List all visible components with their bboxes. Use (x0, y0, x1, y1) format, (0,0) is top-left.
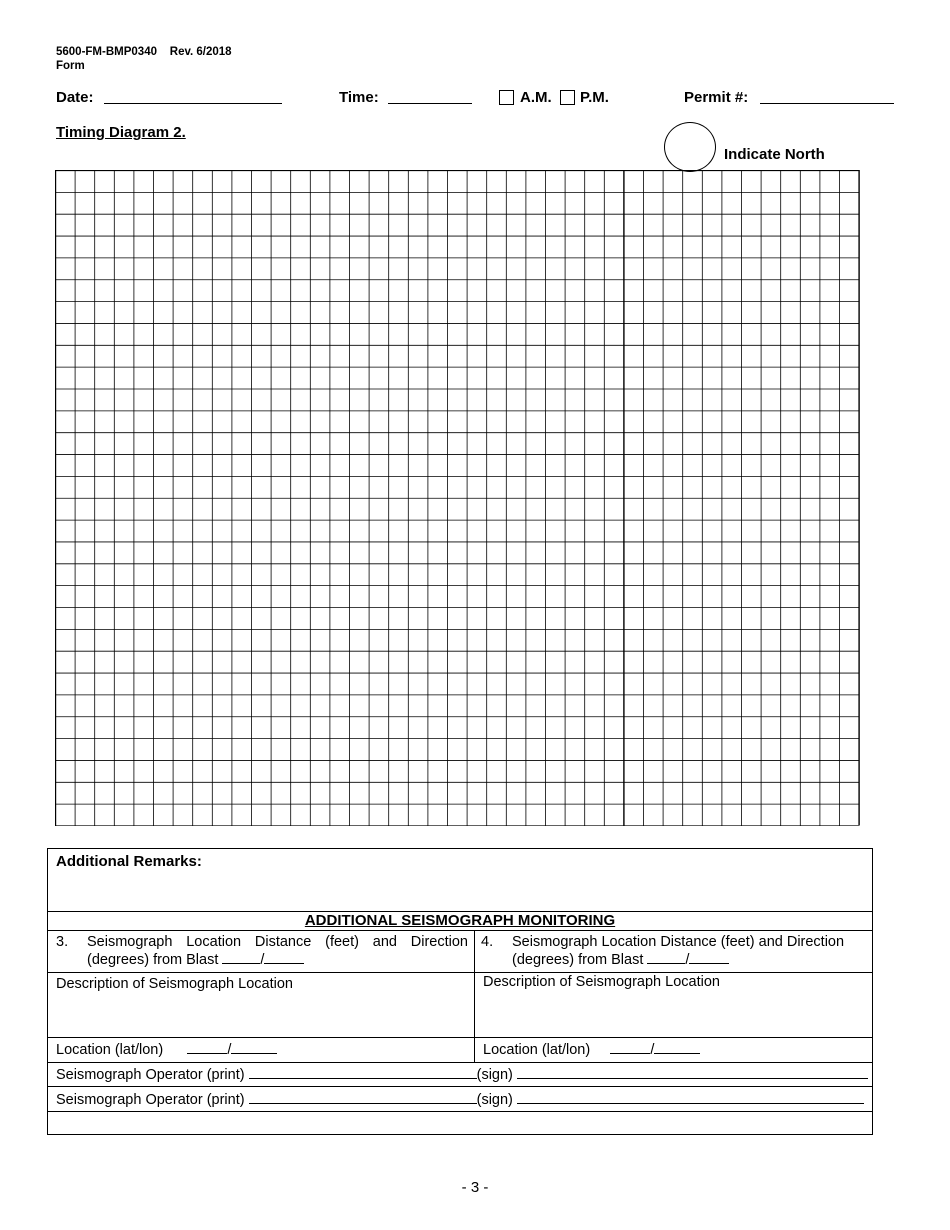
sign-label-1: (sign) (476, 1067, 513, 1083)
remarks-label: Additional Remarks: (56, 853, 202, 870)
item3-text-line1: Seismograph Location Distance (feet) and Direction (87, 934, 468, 950)
location-slash-right: / (650, 1042, 655, 1058)
remarks-seismograph-table (47, 848, 873, 1135)
north-label: Indicate North (724, 146, 825, 163)
item4-cell (481, 933, 869, 969)
item3-number: 3. (56, 934, 69, 950)
item3-slash: / (260, 952, 265, 968)
operator-row-1 (56, 1066, 868, 1084)
operator-print-field-2[interactable] (249, 1091, 477, 1104)
sign-label-2: (sign) (476, 1092, 513, 1108)
item4-slash: / (685, 952, 690, 968)
description-label-right: Description of Seismograph Location (483, 974, 720, 990)
item3-direction-field[interactable] (264, 951, 304, 964)
pm-checkbox[interactable] (560, 90, 575, 105)
location-lat-right[interactable] (610, 1041, 650, 1054)
description-label-left: Description of Seismograph Location (56, 976, 293, 992)
location-lon-right[interactable] (654, 1041, 700, 1054)
item4-text-line1: Seismograph Location Distance (feet) and Direction (512, 934, 845, 950)
item4-direction-field[interactable] (689, 951, 729, 964)
operator-row-2 (56, 1091, 864, 1109)
permit-field[interactable] (760, 103, 894, 104)
location-label-left: Location (lat/lon) (56, 1042, 164, 1058)
am-label: A.M. (520, 89, 552, 106)
permit-label: Permit #: (684, 89, 749, 106)
operator-sign-field-1[interactable] (517, 1066, 868, 1079)
date-label: Date: (56, 89, 94, 106)
item4-number: 4. (481, 934, 494, 950)
form-revision: Rev. 6/2018 (169, 46, 232, 58)
form-word: Form (56, 60, 85, 72)
time-label: Time: (339, 89, 379, 106)
location-lat-left[interactable] (187, 1041, 227, 1054)
item3-cell (56, 933, 468, 969)
item3-distance-field[interactable] (222, 951, 260, 964)
seismo-section-title: ADDITIONAL SEISMOGRAPH MONITORING (304, 912, 616, 929)
location-slash-left: / (227, 1042, 232, 1058)
am-checkbox[interactable] (499, 90, 514, 105)
location-label-right: Location (lat/lon) (483, 1042, 591, 1058)
item3-text-line2: (degrees) from Blast / (87, 951, 468, 969)
location-left (56, 1041, 277, 1059)
remarks-area[interactable] (48, 871, 872, 909)
diagram-title: Timing Diagram 2. (56, 124, 186, 141)
date-field[interactable] (104, 103, 282, 104)
pm-label: P.M. (580, 89, 609, 106)
timing-grid[interactable] (55, 170, 863, 826)
north-indicator-circle[interactable] (664, 122, 716, 172)
operator-label-1: Seismograph Operator (print) (56, 1067, 245, 1083)
operator-label-2: Seismograph Operator (print) (56, 1092, 245, 1108)
operator-sign-field-2[interactable] (517, 1091, 864, 1104)
item4-distance-field[interactable] (647, 951, 685, 964)
form-id: 5600-FM-BMP0340 (56, 46, 157, 58)
location-right (483, 1041, 700, 1059)
form-header (56, 45, 232, 73)
page-number: - 3 - (461, 1179, 489, 1196)
operator-print-field-1[interactable] (249, 1066, 477, 1079)
item4-text-line2: (degrees) from Blast / (512, 951, 869, 969)
location-lon-left[interactable] (231, 1041, 277, 1054)
time-field[interactable] (388, 103, 472, 104)
